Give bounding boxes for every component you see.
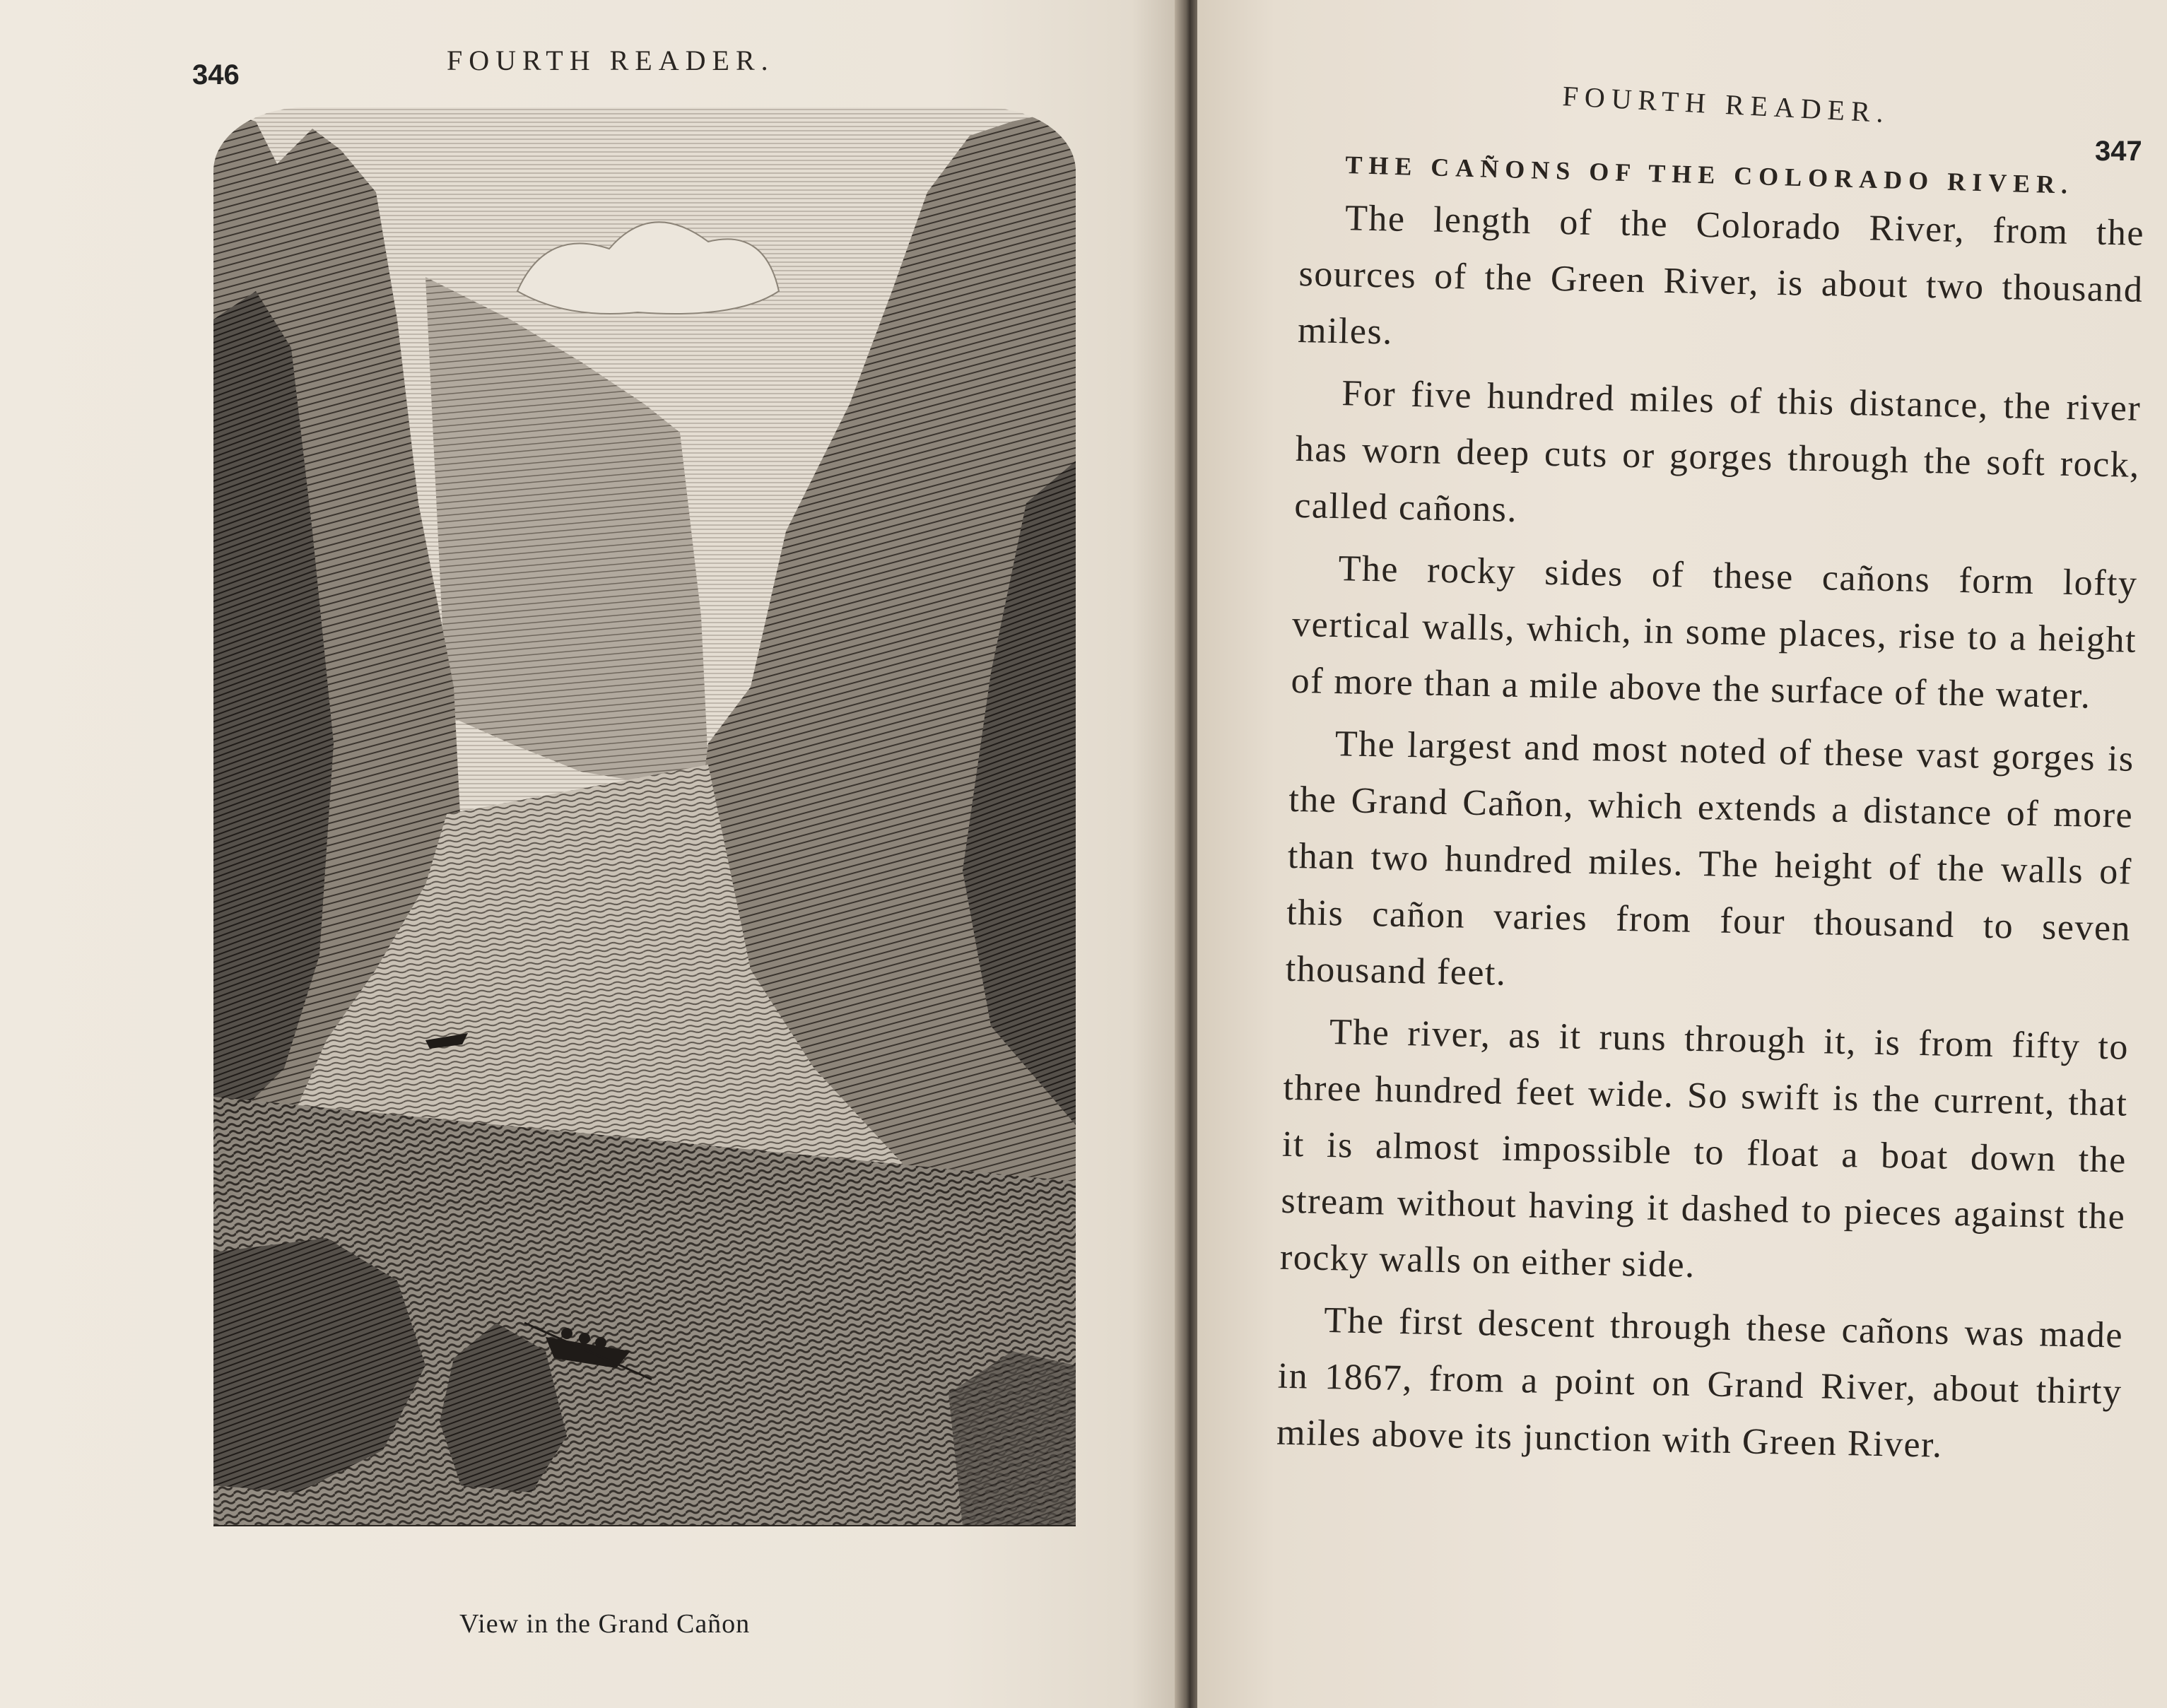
page-number-right: 347 [2095, 136, 2142, 167]
running-head-left: FOURTH READER. [447, 45, 775, 76]
paragraph-4: The largest and most noted of these vast gorges is the Grand Cañon, which extends a distance of more than two hundred miles. The height of the walls of this cañon varies from four thousand to seven thousand feet. [1285, 724, 2135, 994]
article-title: THE CAÑONS OF THE COLORADO RIVER. [1344, 150, 2074, 199]
book-gutter [1175, 0, 1200, 1708]
canyon-engraving [213, 107, 1076, 1526]
paragraph-5: The river, as it runs through it, is from fifty to three hundred feet wide. So swift is the current, that it is almost impossible to float a boat down the stream without having it dashed to pieces against the rocky walls on either side. [1279, 1012, 2130, 1286]
paragraph-1: The length of the Colorado River, from the sources of the Green River, is about two thousand miles. [1297, 198, 2145, 353]
illustration-caption: View in the Grand Cañon [459, 1609, 751, 1639]
article-body [1276, 189, 2144, 1483]
page-number-left: 346 [192, 59, 240, 90]
canyon-engraving-illustration [213, 107, 1076, 1526]
running-head-right: FOURTH READER. [1561, 79, 1891, 129]
paragraph-3: The rocky sides of these cañons form lofty vertical walls, which, in some places, rise to a height of more than a mile above the surface of the water. [1291, 548, 2139, 717]
paragraph-2: For five hundred miles of this distance, the river has worn deep cuts or gorges through the soft rock, called cañons. [1293, 373, 2142, 530]
paragraph-6: The first descent through these cañons was made in 1867, from a point on Grand River, about thirty miles above its junction with Green River. [1276, 1300, 2124, 1466]
